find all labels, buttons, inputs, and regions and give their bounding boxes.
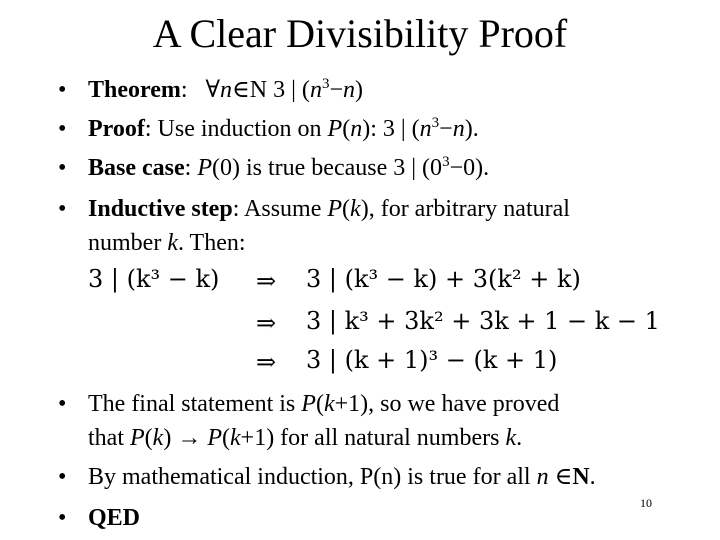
var-n: n	[452, 116, 465, 142]
open-paren: (	[315, 391, 324, 417]
theorem-label: Theorem	[88, 77, 181, 103]
implies-arrow-2: ⇒	[256, 309, 277, 337]
final-statement-text-2	[88, 421, 522, 455]
page-title: A Clear Divisibility Proof	[152, 11, 568, 56]
inductive-label: Inductive step	[88, 196, 233, 222]
bullet-dot: •	[58, 155, 67, 181]
var-n: n	[220, 77, 233, 103]
minus-sign: −	[329, 77, 343, 103]
elem-of-symbol: ∈	[548, 464, 573, 490]
exponent: 3	[321, 76, 330, 92]
equation-rhs-1: 3 | (k³ − k) + 3(k² + k)	[306, 265, 581, 293]
open-paren: (	[144, 425, 153, 451]
slide-number: 10	[640, 496, 652, 510]
implies-arrow-1: ⇒	[256, 267, 277, 295]
var-n: n	[342, 77, 355, 103]
bullet-dot: •	[58, 116, 67, 142]
inductive-body: : Assume	[232, 196, 328, 222]
inductive-body: . Then:	[177, 230, 246, 256]
bullet-dot: •	[58, 77, 67, 103]
var-P: P	[130, 425, 145, 451]
var-P: P	[301, 391, 316, 417]
bullet-dot: •	[58, 505, 67, 531]
exponent: 3	[442, 154, 450, 170]
induction-conclusion-text	[88, 460, 596, 494]
final-body: The final statement is	[88, 391, 302, 417]
var-k: k	[230, 425, 241, 451]
final-body: ) →	[163, 425, 208, 451]
base-case-body: (0) is true because 3 | (0	[212, 155, 443, 181]
minus-sign: −	[439, 116, 453, 142]
equation-rhs-2: 3 | k³ + 3k² + 3k + 1 − k − 1	[306, 307, 660, 335]
theorem-colon: :	[180, 77, 188, 103]
bullet-dot: •	[58, 464, 67, 490]
var-n: n	[419, 116, 432, 142]
equation-lhs: 3 | (k³ − k)	[88, 265, 220, 293]
period: .	[589, 464, 596, 490]
final-body: that	[88, 425, 130, 451]
proof-label: Proof	[88, 116, 145, 142]
var-k: k	[505, 425, 517, 451]
var-P: P	[207, 425, 222, 451]
final-body: .	[516, 425, 523, 451]
var-k: k	[152, 425, 164, 451]
exponent: 3	[431, 115, 440, 131]
open-paren: (	[342, 196, 351, 222]
var-P: P	[197, 155, 212, 181]
base-case-colon: :	[184, 155, 198, 181]
open-paren: (	[222, 425, 230, 451]
proof-body: ): 3 | (	[362, 116, 420, 142]
var-n: n	[309, 77, 322, 103]
naturals-symbol: N	[572, 464, 590, 490]
var-k: k	[167, 230, 178, 256]
close-paren: )	[354, 77, 363, 103]
open-paren: (	[342, 116, 351, 142]
var-k: k	[323, 391, 335, 417]
final-body: +1), so we have proved	[334, 391, 560, 417]
inductive-body: number	[88, 230, 168, 256]
bullet-dot: •	[58, 196, 67, 222]
qed-label: QED	[88, 505, 141, 531]
final-statement-text	[88, 387, 559, 421]
forall-symbol: ∀	[205, 77, 221, 103]
equation-rhs-3: 3 | (k + 1)³ − (k + 1)	[306, 346, 558, 374]
base-case-body: −0).	[449, 155, 490, 181]
elem-of-text: ∈N 3 | (	[232, 77, 310, 103]
implies-arrow-3: ⇒	[256, 348, 277, 376]
proof-body: : Use induction on	[144, 116, 328, 142]
var-n: n	[350, 116, 363, 142]
var-k: k	[350, 196, 361, 222]
base-case-label: Base case	[88, 155, 185, 181]
inductive-text	[88, 192, 570, 226]
proof-text	[88, 112, 479, 146]
conclusion-body: By mathematical induction, P(n) is true for all	[88, 464, 537, 490]
base-case-text	[88, 151, 489, 185]
proof-end: ).	[464, 116, 479, 142]
theorem-text	[88, 73, 363, 107]
inductive-text-2	[88, 226, 246, 260]
inductive-body: ), for arbitrary natural	[360, 196, 570, 222]
final-body: +1) for all natural numbers	[240, 425, 506, 451]
var-n: n	[536, 464, 549, 490]
bullet-dot: •	[58, 391, 67, 417]
var-P: P	[327, 116, 343, 142]
var-P: P	[327, 196, 343, 222]
